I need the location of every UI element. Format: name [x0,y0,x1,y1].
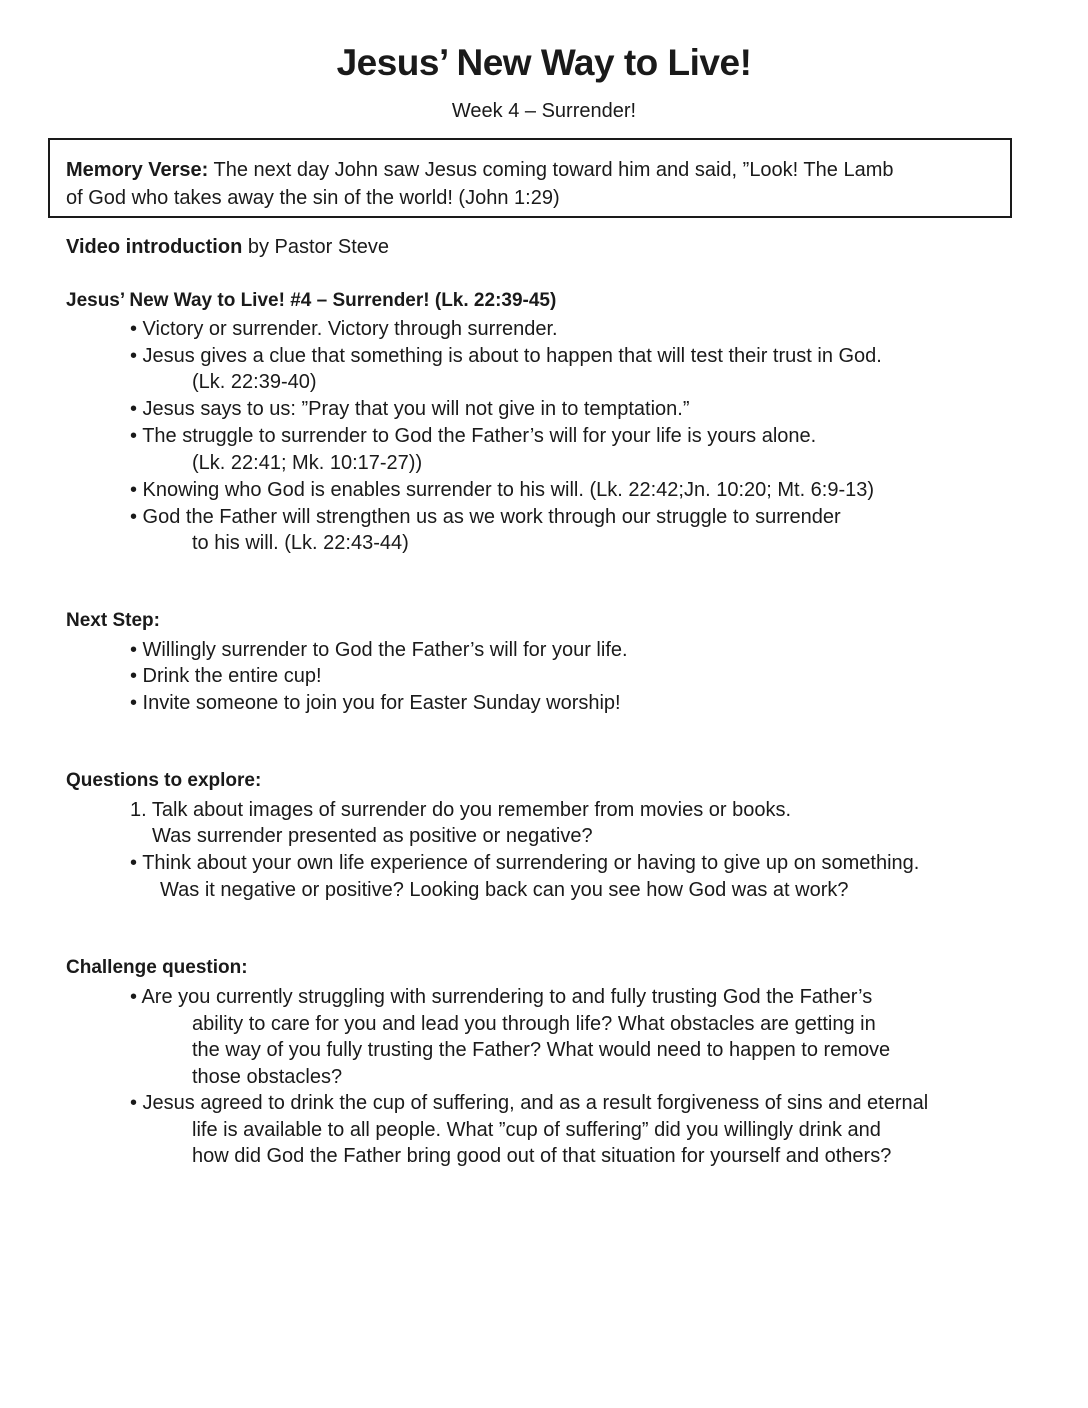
memory-verse-label: Memory Verse: [66,159,209,181]
challenge-continuation: those obstacles? [192,1066,343,1088]
next-step-item: • Drink the entire cup! [130,665,322,687]
memory-verse-box [48,138,1012,218]
challenge-continuation: how did God the Father bring good out of that situation for yourself and others? [192,1145,892,1167]
memory-verse-line-1 [66,156,994,184]
questions-heading: Questions to explore: [66,770,262,791]
challenge-item: • Are you currently struggling with surrendering to and fully trusting God the Father’s [130,986,873,1008]
sermon-point: • Victory or surrender. Victory through surrender. [130,318,558,340]
sermon-reference: (Lk. 22:39-40) [192,371,317,393]
page-subtitle: Week 4 – Surrender! [451,100,637,122]
challenge-heading: Challenge question: [66,957,248,978]
challenge-item: • Jesus agreed to drink the cup of suffering, and as a result forgiveness of sins and eternal [130,1092,929,1114]
challenge-continuation: ability to care for you and lead you through life? What obstacles are getting in [192,1013,876,1035]
sermon-heading: Jesus’ New Way to Live! #4 – Surrender! (Lk. 22:39-45) [66,290,557,311]
sermon-point: • The struggle to surrender to God the Father’s will for your life is yours alone. [130,425,817,447]
video-text: by Pastor Steve [242,236,390,258]
next-step-item: • Invite someone to join you for Easter Sunday worship! [130,692,621,714]
sermon-reference: (Lk. 22:41; Mk. 10:17-27)) [192,452,423,474]
challenge-continuation: the way of you fully trusting the Father? What would need to happen to remove [192,1039,891,1061]
question-item: 1. Talk about images of surrender do you remember from movies or books. [130,799,792,821]
page-title: Jesus’ New Way to Live! [336,42,752,83]
sermon-point: • God the Father will strengthen us as we work through our struggle to surrender [130,506,841,528]
next-step-heading: Next Step: [66,610,160,631]
challenge-continuation: life is available to all people. What ”cup of suffering” did you willingly drink and [192,1119,881,1141]
next-step-item: • Willingly surrender to God the Father’s will for your life. [130,639,628,661]
sermon-continuation: to his will. (Lk. 22:43-44) [192,532,409,554]
memory-verse-text-2: of God who takes away the sin of the world! (John 1:29) [66,187,560,209]
question-continuation: Was it negative or positive? Looking back can you see how God was at work? [160,879,849,901]
question-item: • Think about your own life experience of surrendering or having to give up on something. [130,852,920,874]
question-continuation: Was surrender presented as positive or negative? [152,825,593,847]
sermon-point: • Knowing who God is enables surrender to his will. (Lk. 22:42;Jn. 10:20; Mt. 6:9-13) [130,479,875,501]
video-introduction [66,236,389,259]
memory-verse-text-1: The next day John saw Jesus coming toward him and said, ”Look! The Lamb [208,159,894,181]
sermon-point: • Jesus gives a clue that something is about to happen that will test their trust in God. [130,345,882,367]
video-label: Video introduction [66,236,243,258]
sermon-point: • Jesus says to us: ”Pray that you will not give in to temptation.” [130,398,690,420]
